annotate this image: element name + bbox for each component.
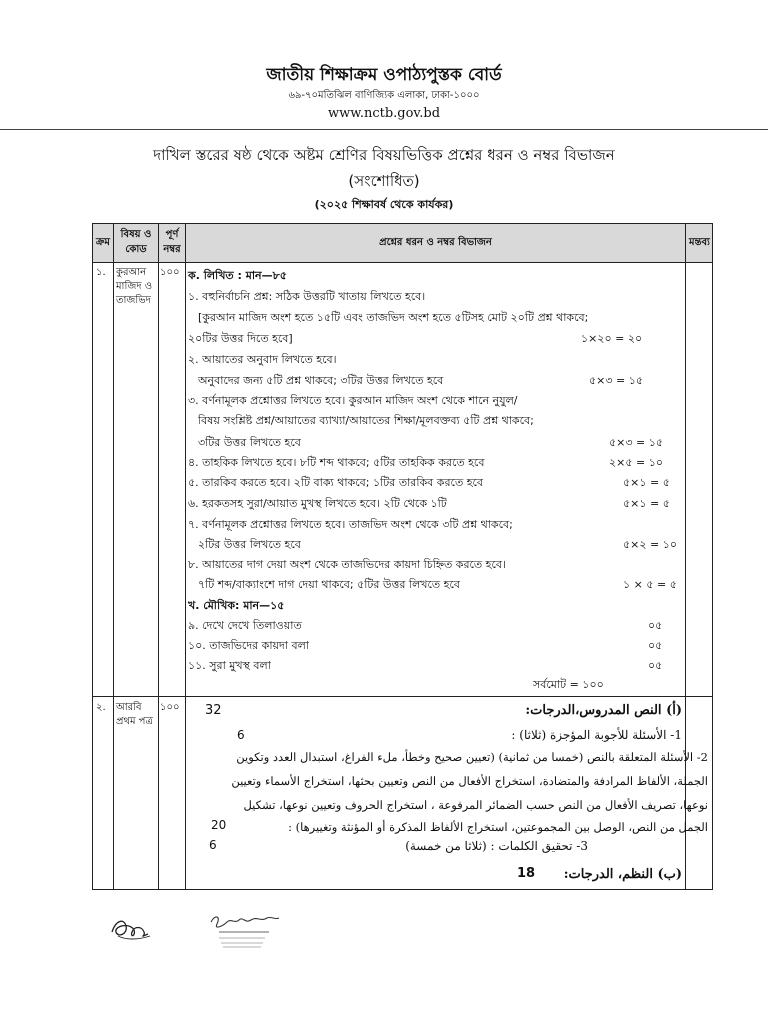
row-divider [93, 696, 712, 697]
arabic-q3: 3- تحقيق الكلمات : (ثلاثا من خمسة) [405, 839, 588, 853]
arabic-section-b-marks: 18 [517, 866, 536, 881]
signature-two [205, 910, 285, 952]
header-subject: বিষয় ও কোড [120, 229, 152, 255]
line: ১১. সুরা মুখস্থ বলা [188, 659, 271, 672]
arabic-q1: 1- الأسئلة للأجوبة المؤجزة (ثلاثا) : [511, 728, 682, 742]
line: ১০. তাজভিদের কায়দা বলা [188, 639, 309, 652]
marks: ৫×১ = ৫ [623, 497, 670, 510]
line: ৭টি শব্দ/বাক্যাংশে দাগ দেয়া থাকবে; ৫টির উত্তর লিখতে হবে [198, 578, 460, 591]
arabic-q1-marks: 6 [237, 728, 245, 742]
col-divider [158, 224, 159, 889]
document-subtitle: (সংশোধিত) [348, 172, 420, 190]
marks: ১ × ৫ = ৫ [623, 578, 677, 591]
marks: ৫×২ = ১০ [623, 538, 678, 551]
row2-serial: ২. [96, 702, 106, 713]
arabic-section-a-marks: 32 [205, 703, 222, 718]
marks: ০৫ [648, 619, 663, 632]
line: ৩. বর্ণনামূলক প্রশ্নোত্তর লিখতে হবে। কুরআন মাজিদ অংশ থেকে শানে নুযুল/ [188, 394, 518, 407]
arabic-q2-line2: الجملة، الألفاظ المرادفة والمتضادة، استخراج الأفعال من النص وتعيين بحثها، استخراج الأسماء وتعيين [231, 774, 708, 788]
marks: ১×২০ = ২০ [581, 332, 643, 345]
header-remarks: মন্তব্য [689, 237, 710, 248]
header-org-title: জাতীয় শিক্ষাক্রম ওপাঠ্যপুস্তক বোর্ড [266, 65, 502, 85]
line: [কুরআন মাজিদ অংশ হতে ১৫টি এবং তাজভিদ অংশ হতে ৫টিসহ মোট ২০টি প্রশ্ন থাকবে; [198, 311, 589, 324]
col-divider [185, 224, 186, 889]
header-divider [0, 129, 768, 130]
line: ৯. দেখে দেখে তিলাওয়াত [188, 619, 302, 632]
col-divider [685, 224, 686, 889]
marks: ৫×৩ = ১৫ [609, 436, 663, 449]
header-serial: ক্রম [96, 237, 110, 248]
row2-full-marks: ১০০ [160, 702, 180, 713]
marks: ০৫ [648, 639, 663, 652]
row2-subject: আরবি প্রথম পত্র [116, 702, 153, 727]
line: ৪. তাহকিক লিখতে হবে। ৮টি শব্দ থাকবে; ৫টির তাহকিক করতে হবে [188, 456, 485, 469]
grand-total: সর্বমোট = ১০০ [533, 678, 604, 691]
line: ৩টির উত্তর লিখতে হবে [198, 436, 301, 449]
col-divider [113, 224, 114, 889]
header-address: ৬৯-৭০মতিঝিল বাণিজ্যিক এলাকা, ঢাকা-১০০০ [288, 90, 480, 101]
header-distribution: প্রশ্নের ধরন ও নম্বর বিভাজন [379, 237, 492, 248]
header-website: www.nctb.gov.bd [327, 106, 441, 121]
arabic-section-b-heading: (ب) النظم، الدرجات: [563, 867, 682, 882]
oral-section-heading: খ. মৌখিক: মান—১৫ [188, 599, 285, 612]
document-title: দাখিল স্তরের ষষ্ঠ থেকে অষ্টম শ্রেণির বিষয়ভিত্তিক প্রশ্নের ধরন ও নম্বর বিভাজন [153, 146, 615, 164]
header-full-marks: পূর্ণ নম্বর [163, 229, 181, 255]
marks: ৫×৩ = ১৫ [589, 374, 643, 387]
line: ২. আয়াতের অনুবাদ লিখতে হবে। [188, 353, 337, 366]
line: ৭. বর্ণনামূলক প্রশ্নোত্তর লিখতে হবে। তাজভিদ অংশ থেকে ৩টি প্রশ্ন থাকবে; [188, 518, 513, 531]
arabic-q2-line1: 2- الأسئلة المتعلقة بالنص (خمسا من ثمانية) (تعيين صحيح وخطأ، ملء الفراغ، استبدال العدد وتكوين [236, 750, 708, 764]
distribution-table [92, 223, 713, 890]
row-divider [93, 262, 712, 263]
signature-one [108, 912, 154, 946]
arabic-q2-marks: 20 [211, 818, 227, 832]
arabic-q2-line4: الجمل من النص، الوصل بين المجموعتين، استخراج الألفاظ المذكرة أو المؤنثة وتغييرها) : [288, 820, 708, 834]
marks: ২×৫ = ১০ [609, 456, 664, 469]
line: অনুবাদের জন্য ৫টি প্রশ্ন থাকবে; ৩টির উত্তর লিখতে হবে [198, 374, 444, 387]
row1-subject: কুরআন মাজিদ ও তাজভিদ [116, 267, 153, 306]
line: ২টির উত্তর লিখতে হবে [198, 538, 301, 551]
marks: ৫×১ = ৫ [623, 476, 670, 489]
row1-full-marks: ১০০ [160, 267, 180, 278]
arabic-q2-line3: نوعها، تصريف الأفعال من النص حسب الضمائر المرفوعة ، استخراج الحروف وتعيين نوعها، تشكيل [243, 798, 708, 812]
written-section-heading: ক. লিখিত : মান—৮৫ [188, 269, 287, 282]
arabic-q3-marks: 6 [209, 838, 217, 852]
line: ১. বহুনির্বাচনি প্রশ্ন: সঠিক উত্তরটি খাতায় লিখতে হবে। [188, 290, 426, 303]
line: ৮. আয়াতের দাগ দেয়া অংশ থেকে তাজভিদের কায়দা চিহ্নিত করতে হবে। [188, 558, 506, 571]
document-effective-note: (২০২৫ শিক্ষাবর্ষ থেকে কার্যকর) [314, 198, 454, 211]
line: ৫. তারকিব করতে হবে। ২টি বাক্য থাকবে; ১টির তারকিব করতে হবে [188, 476, 484, 489]
line: বিষয় সংশ্লিষ্ট প্রশ্ন/আয়াতের ব্যাখ্যা/আয়াতের শিক্ষা/মূলবক্তব্য ৫টি প্রশ্ন থাকবে; [198, 414, 534, 427]
line: ২০টির উত্তর দিতে হবে] [188, 332, 293, 345]
marks: ০৫ [648, 659, 663, 672]
line: ৬. হরকতসহ সুরা/আয়াত মুখস্থ লিখতে হবে। ২টি থেকে ১টি [188, 497, 447, 510]
arabic-section-a-heading: (أ) النص المدروس،الدرجات: [525, 703, 682, 718]
row1-serial: ১. [96, 267, 106, 278]
